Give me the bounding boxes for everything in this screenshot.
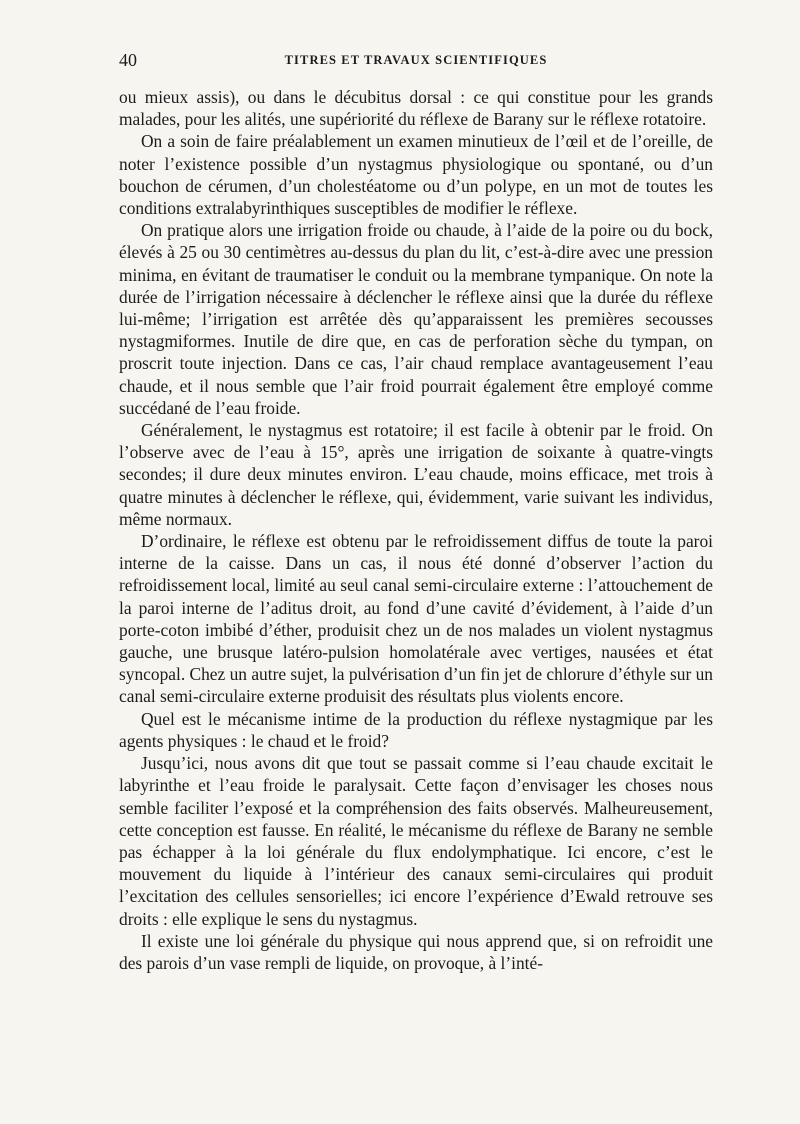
paragraph-1: ou mieux assis), ou dans le décubitus dorsal : ce qui constitue pour les grands malades, pour les alités, une supériorité du réflexe de Barany sur le réflexe rotatoire. xyxy=(119,87,713,130)
page-header xyxy=(119,50,713,74)
paragraph-3: On pratique alors une irrigation froide ou chaude, à l’aide de la poire ou du bock, élevés à 25 ou 30 centimètres au-dessus du plan du lit, c’est-à-dire avec une pression minima, en évitant de traumatiser le conduit ou la membrane tympanique. On note la durée de l’irrigation nécessaire à déclencher le réflexe ainsi que la durée du réflexe lui-même; l’irrigation est arrêtée dès qu’apparaissent les premières secousses nystagmiformes. Inutile de dire que, en cas de perforation sèche du tympan, on proscrit toute injection. Dans ce cas, l’air chaud remplace avantageusement l’eau chaude, et il nous semble que l’air froid pourrait également être employé comme succédané de l’eau froide. xyxy=(119,220,713,418)
page-number: 40 xyxy=(119,50,137,70)
paragraph-5: D’ordinaire, le réflexe est obtenu par le refroidissement diffus de toute la paroi interne de la caisse. Dans un cas, il nous été donné d’observer l’action du refroidissement local, limité au seul canal semi-circulaire externe : l’attouchement de la paroi interne de l’aditus droit, au fond d’une cavité d’évidement, à l’aide d’un porte-coton imbibé d’éther, produisit chez un de nos malades un violent nystagmus gauche, une brusque latéro-pulsion homolatérale avec vertiges, nausées et état syncopal. Chez un autre sujet, la pulvérisation d’un fin jet de chlorure d’éthyle sur un canal semi-circulaire externe produisit des résultats plus violents encore. xyxy=(119,531,714,707)
paragraph-4: Généralement, le nystagmus est rotatoire; il est facile à obtenir par le froid. On l’observe avec de l’eau à 15°, après une irrigation de soixante à quatre-vingts secondes; il dure deux minutes environ. L’eau chaude, moins efficace, met trois à quatre minutes à déclencher le réflexe, qui, évidemment, varie suivant les individus, même normaux. xyxy=(119,420,713,529)
paragraph-2: On a soin de faire préalablement un examen minutieux de l’œil et de l’oreille, de noter l’existence possible d’un nystagmus physiologique ou spontané, ou d’un bouchon de cérumen, d’un cholestéatome ou d’un polype, en un mot de toutes les conditions extralabyrinthiques susceptibles de modifier le réflexe. xyxy=(119,131,713,219)
body-text xyxy=(119,86,713,974)
paragraph-7: Jusqu’ici, nous avons dit que tout se passait comme si l’eau chaude excitait le labyrinthe et l’eau froide le paralysait. Cette façon d’envisager les choses nous semble faciliter l’exposé et la compréhension des faits observés. Malheureusement, cette conception est fausse. En réalité, le mécanisme du réflexe de Barany ne semble pas échapper à la loi générale du flux endolymphatique. Ici encore, c’est le mouvement du liquide à l’intérieur des canaux semi-circulaires qui produit l’excitation des cellules sensorielles; ici encore l’expérience d’Ewald retrouve ses droits : elle explique le sens du nystagmus. xyxy=(119,753,713,929)
paragraph-6: Quel est le mécanisme intime de la production du réflexe nystagmique par les agents physiques : le chaud et le froid? xyxy=(119,708,713,751)
running-title: TITRES ET TRAVAUX SCIENTIFIQUES xyxy=(284,53,548,67)
paragraph-8: Il existe une loi générale du physique qui nous apprend que, si on refroidit une des parois d’un vase rempli de liquide, on provoque, à l’inté- xyxy=(119,930,713,973)
